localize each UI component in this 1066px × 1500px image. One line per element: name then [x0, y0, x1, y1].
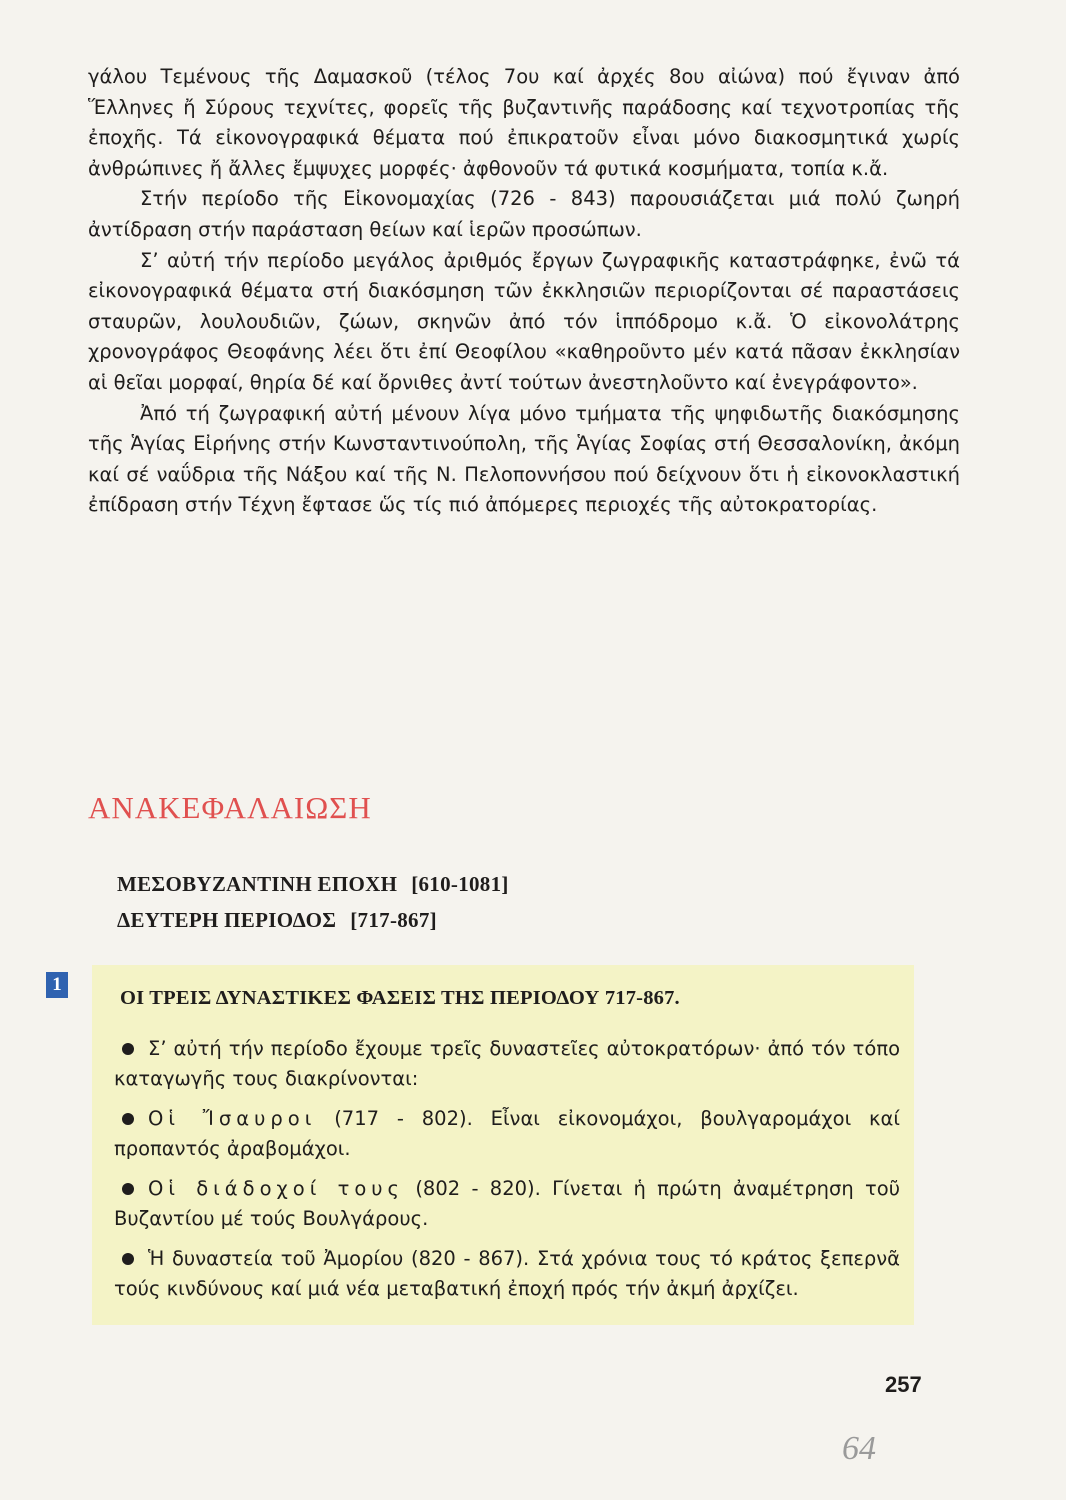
bullet-icon: [122, 1253, 134, 1265]
handwritten-note: 64: [842, 1430, 876, 1467]
summary-box: [92, 965, 914, 1325]
summary-bullet-amorian: [114, 1244, 900, 1304]
page-number: 257: [885, 1372, 922, 1397]
paragraph-3: Σ’ αὐτή τήν περίοδο μεγάλος ἀριθμός ἔργων ζωγραφικῆς καταστράφηκε, ἐνῶ τά εἰκονογραφικά θέματα στή διακόσμηση τῶν ἐκκλησιῶν περιορίζονται σέ παραστάσεις σταυρῶν, λουλουδιῶν, ζώων, σκηνῶν ἀπό τόν ἱππόδρομο κ.ἄ. Ὁ εἰκονολάτρης χρονογράφος Θεοφάνης λέει ὅτι ἐπί Θεοφίλου «καθηροῦντο μέν κατά πᾶσαν ἐκκλησίαν αἱ θεῖαι μορφαί, θηρία δέ καί ὄρνιθες ἀντί τούτων ἀνεστηλοῦντο καί ἐνεγράφοντο».: [88, 248, 960, 394]
bullet-isaurians-text: (717 - 802). Εἶναι εἰκονομάχοι, βουλγαρομάχοι καί προπαντός ἀραβομάχοι.: [114, 1107, 900, 1160]
bullet-icon: [122, 1113, 134, 1125]
body-text: [88, 62, 960, 521]
era-years: [610-1081]: [411, 872, 509, 896]
period-title: ΔΕΥΤΕΡΗ ΠΕΡΙΟΔΟΣ: [117, 908, 337, 932]
paragraph-2: Στήν περίοδο τῆς Εἰκονομαχίας (726 - 843) παρουσιάζεται μιά πολύ ζωηρή ἀντίδραση στήν παράσταση θείων καί ἱερῶν προσώπων.: [88, 187, 960, 241]
bullet-successors-name: Οἱ διάδοχοί τους: [148, 1177, 404, 1200]
bullet-successors-text: (802 - 820). Γίνεται ἡ πρώτη ἀναμέτρηση τοῦ Βυζαντίου μέ τούς Βουλγάρους.: [114, 1177, 901, 1230]
bullet-icon: [122, 1183, 134, 1195]
era-title: ΜΕΣΟΒΥΖΑΝΤΙΝΗ ΕΠΟΧΗ: [117, 872, 398, 896]
summary-heading: ΑΝΑΚΕΦΑΛΑΙΩΣΗ: [88, 790, 372, 825]
section-number-badge: 1: [46, 972, 68, 998]
bullet-amorian-text: Ἡ δυναστεία τοῦ Ἀμορίου (820 - 867). Στά χρόνια τους τό κράτος ξεπερνᾶ τούς κινδύνους καί μιά νέα μεταβατική ἐποχή πρός τήν ἀκμή ἀρχίζει.: [114, 1247, 900, 1300]
summary-intro: [114, 1034, 900, 1094]
summary-intro-text: Σ’ αὐτή τήν περίοδο ἔχουμε τρεῖς δυναστεῖες αὐτοκρατόρων· ἀπό τόν τόπο καταγωγῆς τους διακρίνονται:: [114, 1037, 900, 1090]
summary-bullet-successors: [114, 1174, 900, 1234]
era-line: [117, 872, 509, 897]
summary-bullet-isaurians: [114, 1104, 900, 1164]
bullet-isaurians-name: Οἱ Ἴσαυροι: [148, 1107, 317, 1130]
paragraph-1: γάλου Τεμένους τῆς Δαμασκοῦ (τέλος 7ου καί ἀρχές 8ου αἰώνα) πού ἔγιναν ἀπό Ἕλληνες ἤ Σύρους τεχνίτες, φορεῖς τῆς βυζαντινῆς παράδοσης καί τεχνοτροπίας τῆς ἐποχῆς. Τά εἰκονογραφικά θέματα πού ἐπικρατοῦν εἶναι μόνο διακοσμητικά χωρίς ἀνθρώπινες ἤ ἄλλες ἔμψυχες μορφές· ἀφθονοῦν τά φυτικά κοσμήματα, τοπία κ.ἄ.: [88, 65, 960, 180]
bullet-icon: [122, 1043, 134, 1055]
period-years: [717-867]: [350, 908, 437, 932]
paragraph-4: Ἀπό τή ζωγραφική αὐτή μένουν λίγα μόνο τμήματα τῆς ψηφιδωτῆς διακόσμησης τῆς Ἁγίας Εἰρήνης στήν Κωνσταντινούπολη, τῆς Ἁγίας Σοφίας στή Θεσσαλονίκη, ἀκόμη καί σέ ναΰδρια τῆς Νάξου καί τῆς Ν. Πελοποννήσου πού δείχνουν ὅτι ἡ εἰκονοκλαστική ἐπίδραση στήν Τέχνη ἔφτασε ὥς τίς πιό ἀπόμερες περιοχές τῆς αὐτοκρατορίας.: [88, 401, 960, 517]
period-line: [117, 908, 437, 933]
summary-box-title: ΟΙ ΤΡΕΙΣ ΔΥΝΑΣΤΙΚΕΣ ΦΑΣΕΙΣ ΤΗΣ ΠΕΡΙΟΔΟΥ 717-867.: [120, 987, 680, 1009]
